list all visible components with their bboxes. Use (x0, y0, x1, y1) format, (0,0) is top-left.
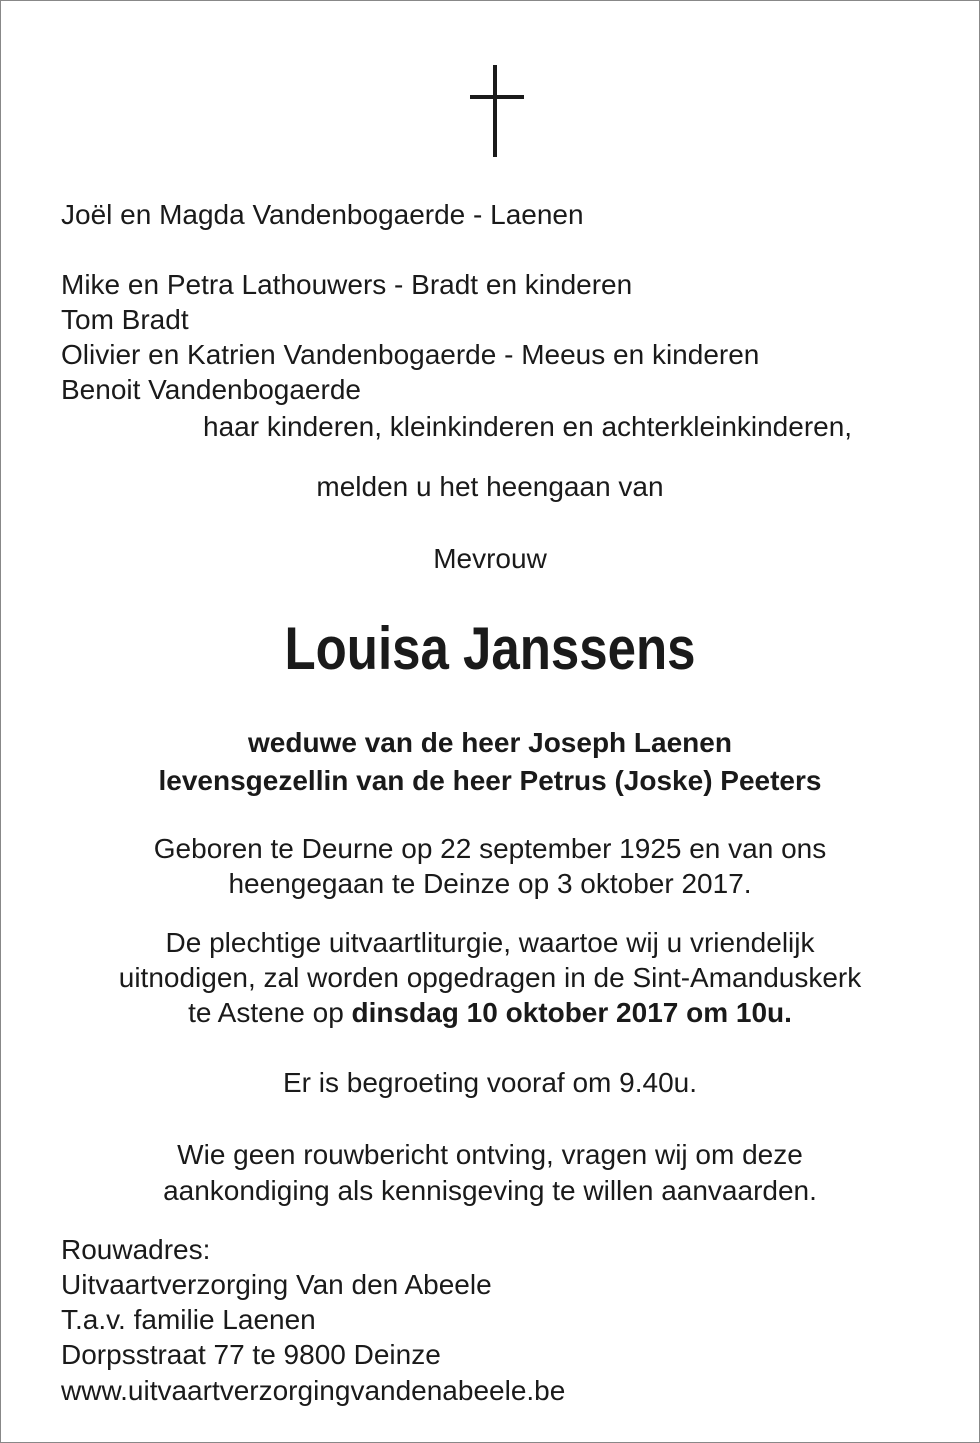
subtitle: levensgezellin van de heer Petrus (Joske) Peeters (158, 765, 822, 796)
notice: aankondiging als kennisgeving te willen aanvaarden. (163, 1175, 817, 1206)
address-line: Rouwadres: (61, 1234, 211, 1265)
announce: melden u het heengaan van (316, 471, 664, 502)
funeral: De plechtige uitvaartliturgie, waartoe wij u vriendelijk (165, 927, 815, 958)
born: Geboren te Deurne op 22 september 1925 en van ons (153, 833, 827, 864)
greeting: Er is begroeting vooraf om 9.40u. (282, 1067, 697, 1098)
family-line: Tom Bradt (61, 304, 189, 335)
relation: haar kinderen, kleinkinderen en achterkleinkinderen, (203, 411, 853, 442)
subtitle: weduwe van de heer Joseph Laenen (248, 727, 732, 758)
funeral-date: dinsdag 10 oktober 2017 om 10u. (351, 997, 792, 1028)
funeral-prefix: te Astene op (188, 997, 352, 1028)
funeral-date-line (1, 999, 979, 1027)
funeral: uitnodigen, zal worden opgedragen in de Sint-Amanduskerk (118, 962, 862, 993)
deceased-name: Louisa Janssens (284, 615, 696, 682)
family-line: Mike en Petra Lathouwers - Bradt en kinderen (61, 269, 633, 300)
family-line: Joël en Magda Vandenbogaerde - Laenen (61, 199, 584, 230)
address-line: T.a.v. familie Laenen (61, 1304, 316, 1335)
family-line: Benoit Vandenbogaerde (61, 374, 361, 405)
born: heengegaan te Deinze op 3 oktober 2017. (228, 868, 752, 899)
address-line: Dorpsstraat 77 te 9800 Deinze (61, 1339, 441, 1370)
family-line: Olivier en Katrien Vandenbogaerde - Meeus en kinderen (61, 339, 760, 370)
notice: Wie geen rouwbericht ontving, vragen wij om deze (177, 1139, 803, 1170)
address-line: Uitvaartverzorging Van den Abeele (61, 1269, 492, 1300)
title: Mevrouw (433, 543, 547, 574)
website-link[interactable]: www.uitvaartverzorgingvandenabeele.be (61, 1375, 566, 1406)
